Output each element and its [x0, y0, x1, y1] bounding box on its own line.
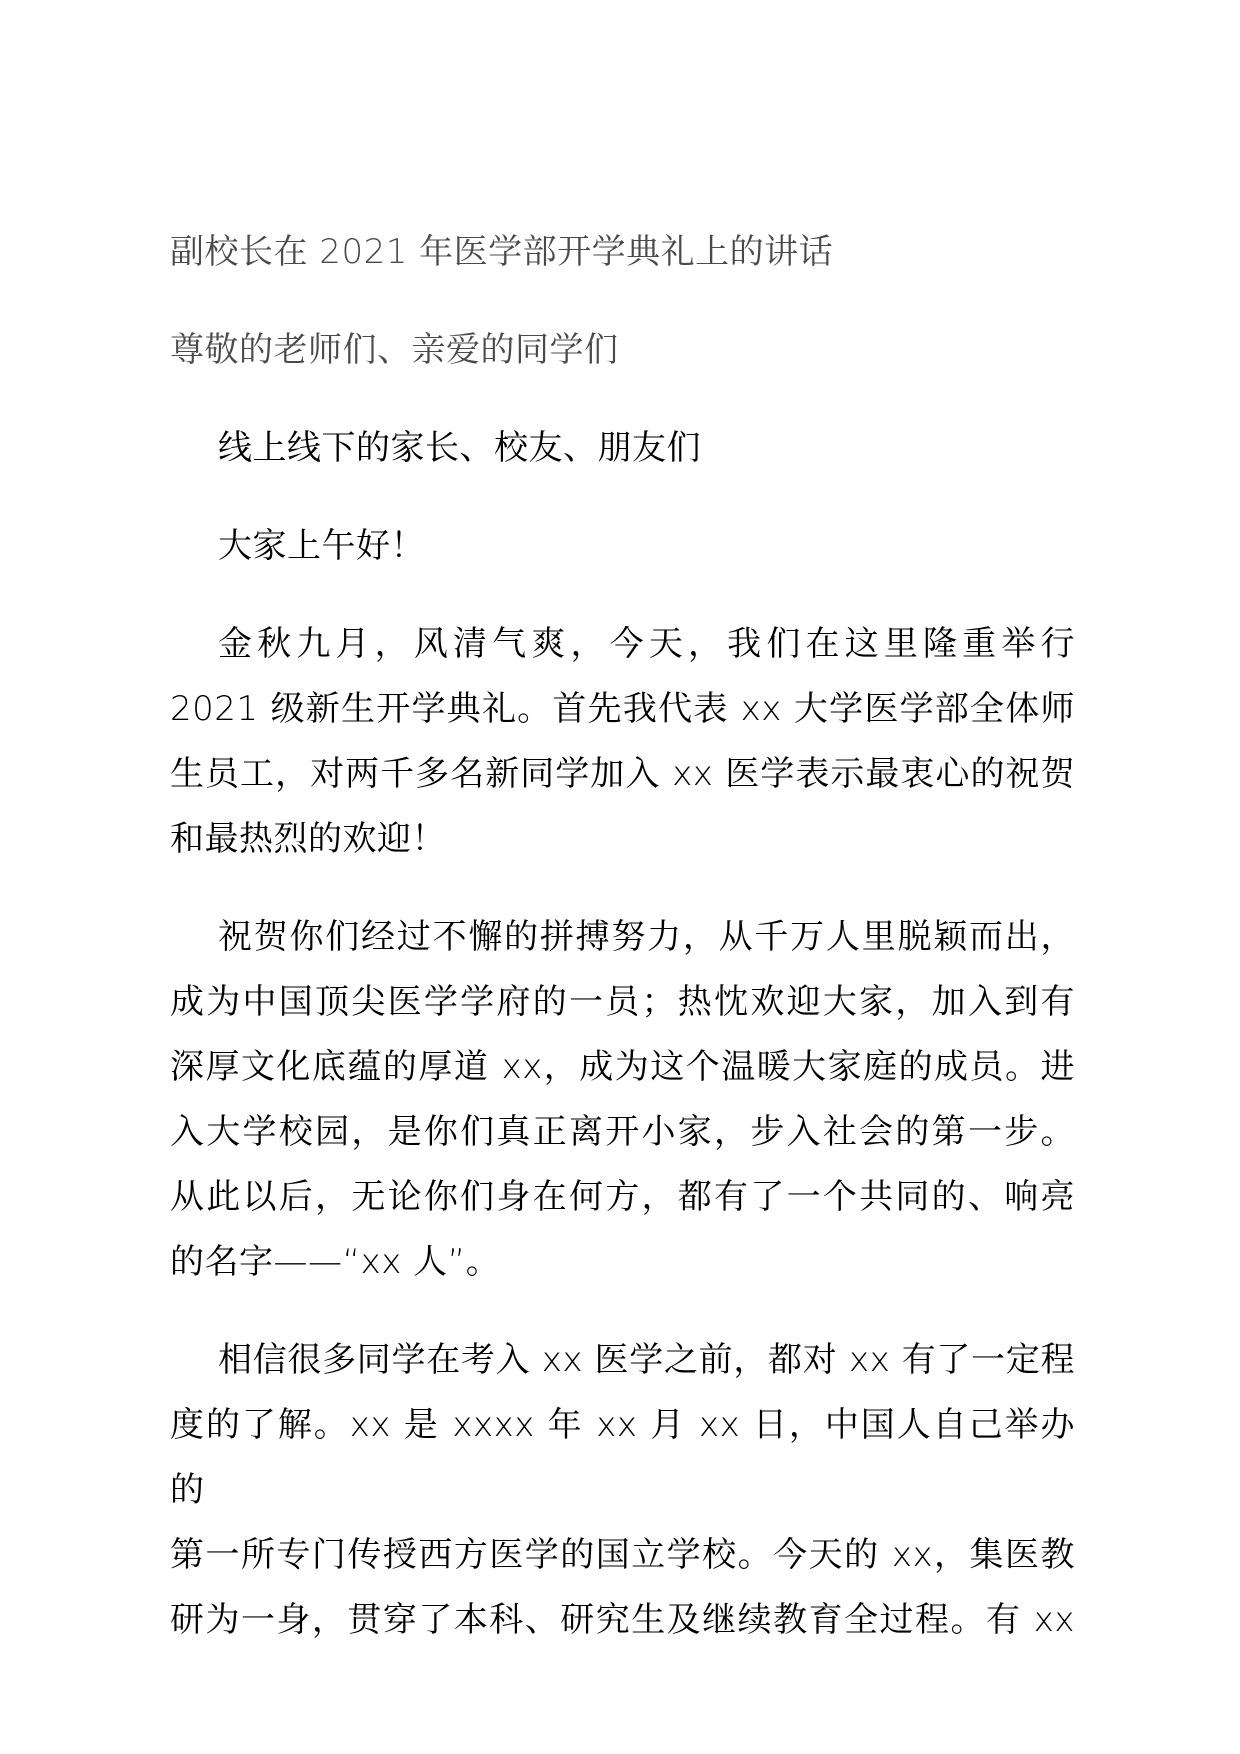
- text-line: 度的了解。xx 是 xxxx 年 xx 月 xx 日，中国人自己举办的: [170, 1405, 1075, 1510]
- text-line: 2021 级新生开学典礼。首先我代表 xx 大学医学部全体师: [170, 689, 1075, 729]
- text-line: 成为中国顶尖医学学府的一员；热忱欢迎大家，加入到有: [170, 982, 1075, 1022]
- text-line: 和最热烈的欢迎！: [170, 819, 446, 859]
- text-line: 金秋九月，风清气爽，今天，我们在这里隆重举行: [218, 624, 1075, 664]
- text-line: 深厚文化底蕴的厚道 xx，成为这个温暖大家庭的成员。进: [170, 1047, 1075, 1087]
- text-line: 线上线下的家长、校友、朋友们: [218, 428, 701, 468]
- text-line: 从此以后，无论你们身在何方，都有了一个共同的、响亮: [170, 1177, 1075, 1217]
- text-line: 第一所专门传授西方医学的国立学校。今天的 xx，集医教: [170, 1535, 1075, 1575]
- text-line: 尊敬的老师们、亲爱的同学们: [170, 330, 619, 370]
- salutation-teachers-students: [170, 318, 1075, 383]
- text-line: 入大学校园，是你们真正离开小家，步入社会的第一步。: [170, 1112, 1075, 1152]
- text-line: 大家上午好！: [218, 526, 425, 566]
- salutation-parents-alumni-friends: [170, 416, 1075, 481]
- paragraph-school-history: [170, 1328, 1075, 1653]
- text-line: 相信很多同学在考入 xx 医学之前，都对 xx 有了一定程: [218, 1340, 1075, 1380]
- paragraph-opening-welcome: [170, 612, 1075, 872]
- text-line: 生员工，对两千多名新同学加入 xx 医学表示最衷心的祝贺: [170, 754, 1075, 794]
- text-line: 的名字——“xx 人”。: [170, 1242, 501, 1282]
- text-line: 祝贺你们经过不懈的拼搏努力，从千万人里脱颖而出，: [218, 917, 1075, 957]
- document-title: [170, 220, 1075, 285]
- text-line: 副校长在 2021 年医学部开学典礼上的讲话: [170, 232, 834, 272]
- text-line: 研为一身，贯穿了本科、研究生及继续教育全过程。有 xx: [170, 1600, 1075, 1640]
- greeting-line: [170, 514, 1075, 579]
- document-body: [170, 220, 1075, 1686]
- paragraph-congratulations: [170, 905, 1075, 1295]
